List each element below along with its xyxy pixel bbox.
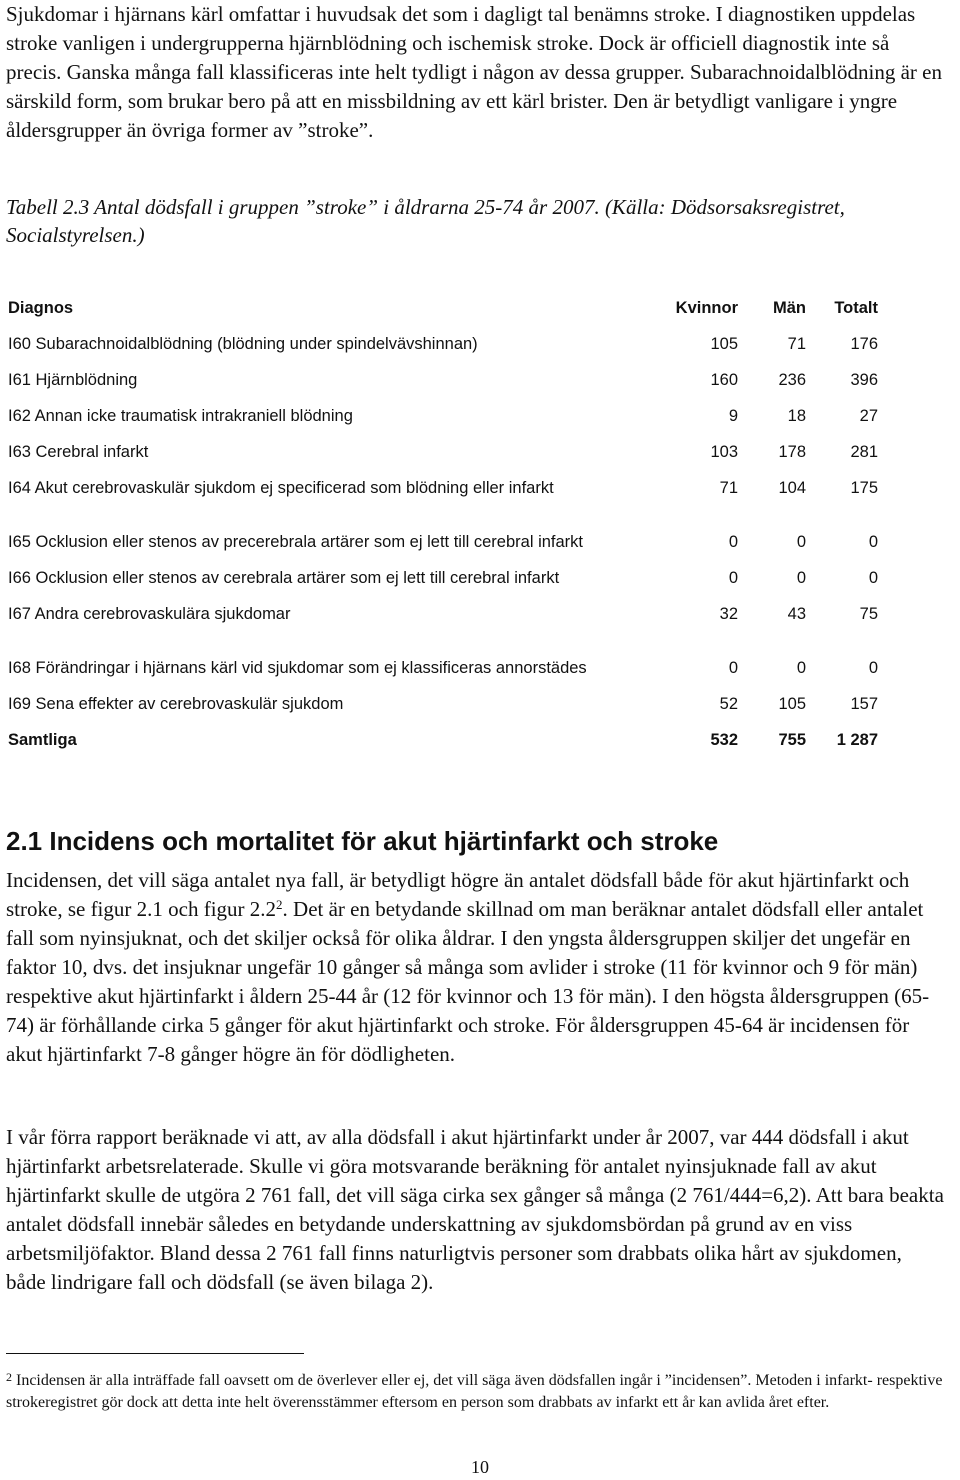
row-totalt: 0	[868, 659, 878, 677]
total-man: 755	[778, 731, 806, 749]
table-row	[8, 679, 878, 715]
row-totalt: 0	[868, 569, 878, 587]
section-heading: 2.1 Incidens och mortalitet för akut hjärtinfarkt och stroke	[6, 826, 719, 856]
total-diagnos: Samtliga	[8, 731, 77, 749]
total-totalt: 1 287	[836, 731, 878, 749]
table-row	[8, 589, 878, 625]
table-header-row	[8, 283, 878, 319]
row-man: 71	[787, 335, 806, 353]
footnote	[6, 1366, 946, 1414]
table-row	[8, 625, 878, 679]
footnote-divider	[6, 1353, 304, 1354]
row-diagnos: I67 Andra cerebrovaskulära sjukdomar	[8, 605, 291, 623]
row-kvinnor: 0	[728, 569, 738, 587]
header-kvinnor: Kvinnor	[675, 299, 738, 317]
row-diagnos: I69 Sena effekter av cerebrovaskulär sjukdom	[8, 695, 344, 713]
table-row	[8, 427, 878, 463]
row-kvinnor: 71	[719, 479, 738, 497]
row-kvinnor: 0	[728, 659, 738, 677]
row-totalt: 75	[859, 605, 878, 623]
row-diagnos: I65 Ocklusion eller stenos av precerebrala artärer som ej lett till cerebral infarkt	[8, 533, 583, 551]
row-kvinnor: 160	[710, 371, 738, 389]
table-row	[8, 499, 878, 553]
row-kvinnor: 9	[728, 407, 738, 425]
row-man: 18	[787, 407, 806, 425]
table-total-row	[8, 715, 878, 751]
row-totalt: 176	[850, 335, 878, 353]
page-number: 10	[471, 1457, 489, 1477]
row-kvinnor: 105	[710, 335, 738, 353]
row-diagnos: I63 Cerebral infarkt	[8, 443, 149, 461]
row-diagnos: I62 Annan icke traumatisk intrakraniell blödning	[8, 407, 353, 425]
row-kvinnor: 103	[710, 443, 738, 461]
row-totalt: 0	[868, 533, 878, 551]
intro-paragraph: Sjukdomar i hjärnans kärl omfattar i huvudsak det som i dagligt tal benämns stroke. I diagnostiken uppdelas stroke vanligen i undergrupperna hjärnblödning och ischemisk stroke. Dock är officiell diagnostik inte så precis. Ganska många fall klassificeras inte helt tydligt i någon av dessa grupper. Subarachnoidalblödning är en särskild form, som brukar bero på att en missbildning av ett kärl brister. Den är betydligt vanligare i yngre åldersgrupper än övriga former av ”stroke”.	[6, 2, 942, 142]
stroke-deaths-table	[8, 283, 878, 751]
row-man: 105	[778, 695, 806, 713]
row-diagnos: I60 Subarachnoidalblödning (blödning under spindelvävshinnan)	[8, 335, 478, 353]
row-kvinnor: 32	[719, 605, 738, 623]
section-paragraph-1	[6, 866, 946, 1069]
header-totalt: Totalt	[834, 299, 878, 317]
table-row	[8, 319, 878, 355]
table-row	[8, 553, 878, 589]
table-row	[8, 355, 878, 391]
table-row	[8, 391, 878, 427]
row-totalt: 396	[850, 371, 878, 389]
footnote-ref: 2	[276, 897, 283, 912]
paragraph-text: . Det är en betydande skillnad om man beräknar antalet dödsfall eller antalet fall som nyinsjuknat, och det skiljer också för olika åldrar. I den yngsta åldersgruppen skiljer det ungefär en faktor 10, dvs. det insjuknar ungefär 10 gånger så många som avlider i stroke (11 för kvinnor och 9 för män) respektive akut hjärtinfarkt i åldern 25-44 år (12 för kvinnor och 13 för män). I den högsta åldersgruppen (65-74) är förhållande cirka 5 gånger för akut hjärtinfarkt och stroke. För åldersgruppen 45-64 är incidensen för akut hjärtinfarkt 7-8 gånger högre än för dödligheten.	[6, 897, 930, 1066]
row-diagnos: I61 Hjärnblödning	[8, 371, 138, 389]
row-totalt: 281	[850, 443, 878, 461]
row-totalt: 27	[859, 407, 878, 425]
row-diagnos: I68 Förändringar i hjärnans kärl vid sjukdomar som ej klassificeras annorstädes	[8, 659, 587, 677]
row-man: 104	[778, 479, 806, 497]
table-caption: Tabell 2.3 Antal dödsfall i gruppen ”stroke” i åldrarna 25-74 år 2007. (Källa: Dödsorsaksregistret, Socialstyrelsen.)	[6, 195, 845, 247]
header-diagnos: Diagnos	[8, 299, 74, 317]
row-diagnos: I66 Ocklusion eller stenos av cerebrala artärer som ej lett till cerebral infarkt	[8, 569, 560, 587]
row-kvinnor: 52	[719, 695, 738, 713]
paragraph-text: Incidensen, det vill säga antalet nya fall, är betydligt högre än antalet dödsfall både för akut hjärtinfarkt och stroke, se figur 2.1 och figur 2.2	[6, 868, 910, 921]
row-man: 236	[778, 371, 806, 389]
footnote-number: 2	[6, 1370, 12, 1384]
total-kvinnor: 532	[710, 731, 738, 749]
row-diagnos: I64 Akut cerebrovaskulär sjukdom ej specificerad som blödning eller infarkt	[8, 479, 554, 497]
row-man: 178	[778, 443, 806, 461]
row-man: 0	[796, 533, 806, 551]
row-man: 43	[787, 605, 806, 623]
row-totalt: 157	[850, 695, 878, 713]
footnote-text: Incidensen är alla inträffade fall oavsett om de överlever eller ej, det vill säga även dödsfallen ingår i ”incidensen”. Metoden i infarkt- respektive strokeregistret gör dock att detta inte helt överensstämmer eftersom en person som drabbats av infarkt ett år kan avlida året efter.	[6, 1372, 943, 1411]
row-totalt: 175	[850, 479, 878, 497]
row-man: 0	[796, 569, 806, 587]
header-man: Män	[773, 299, 806, 317]
row-man: 0	[796, 659, 806, 677]
section-paragraph-2: I vår förra rapport beräknade vi att, av alla dödsfall i akut hjärtinfarkt under år 2007, var 444 dödsfall i akut hjärtinfarkt arbetsrelaterade. Skulle vi göra motsvarande beräkning för antalet nyinsjuknade fall av akut hjärtinfarkt skulle de utgöra 2 761 fall, det vill säga cirka sex gånger så många (2 761/444=6,2). Att bara beakta antalet dödsfall innebär således en betydande underskattning av sjukdomsbördan på grund av en viss arbetsmiljöfaktor. Bland dessa 2 761 fall finns naturligtvis personer som drabbats olika hårt av sjukdomen, både lindrigare fall och dödsfall (se även bilaga 2).	[6, 1125, 944, 1294]
row-kvinnor: 0	[728, 533, 738, 551]
table-row	[8, 463, 878, 499]
